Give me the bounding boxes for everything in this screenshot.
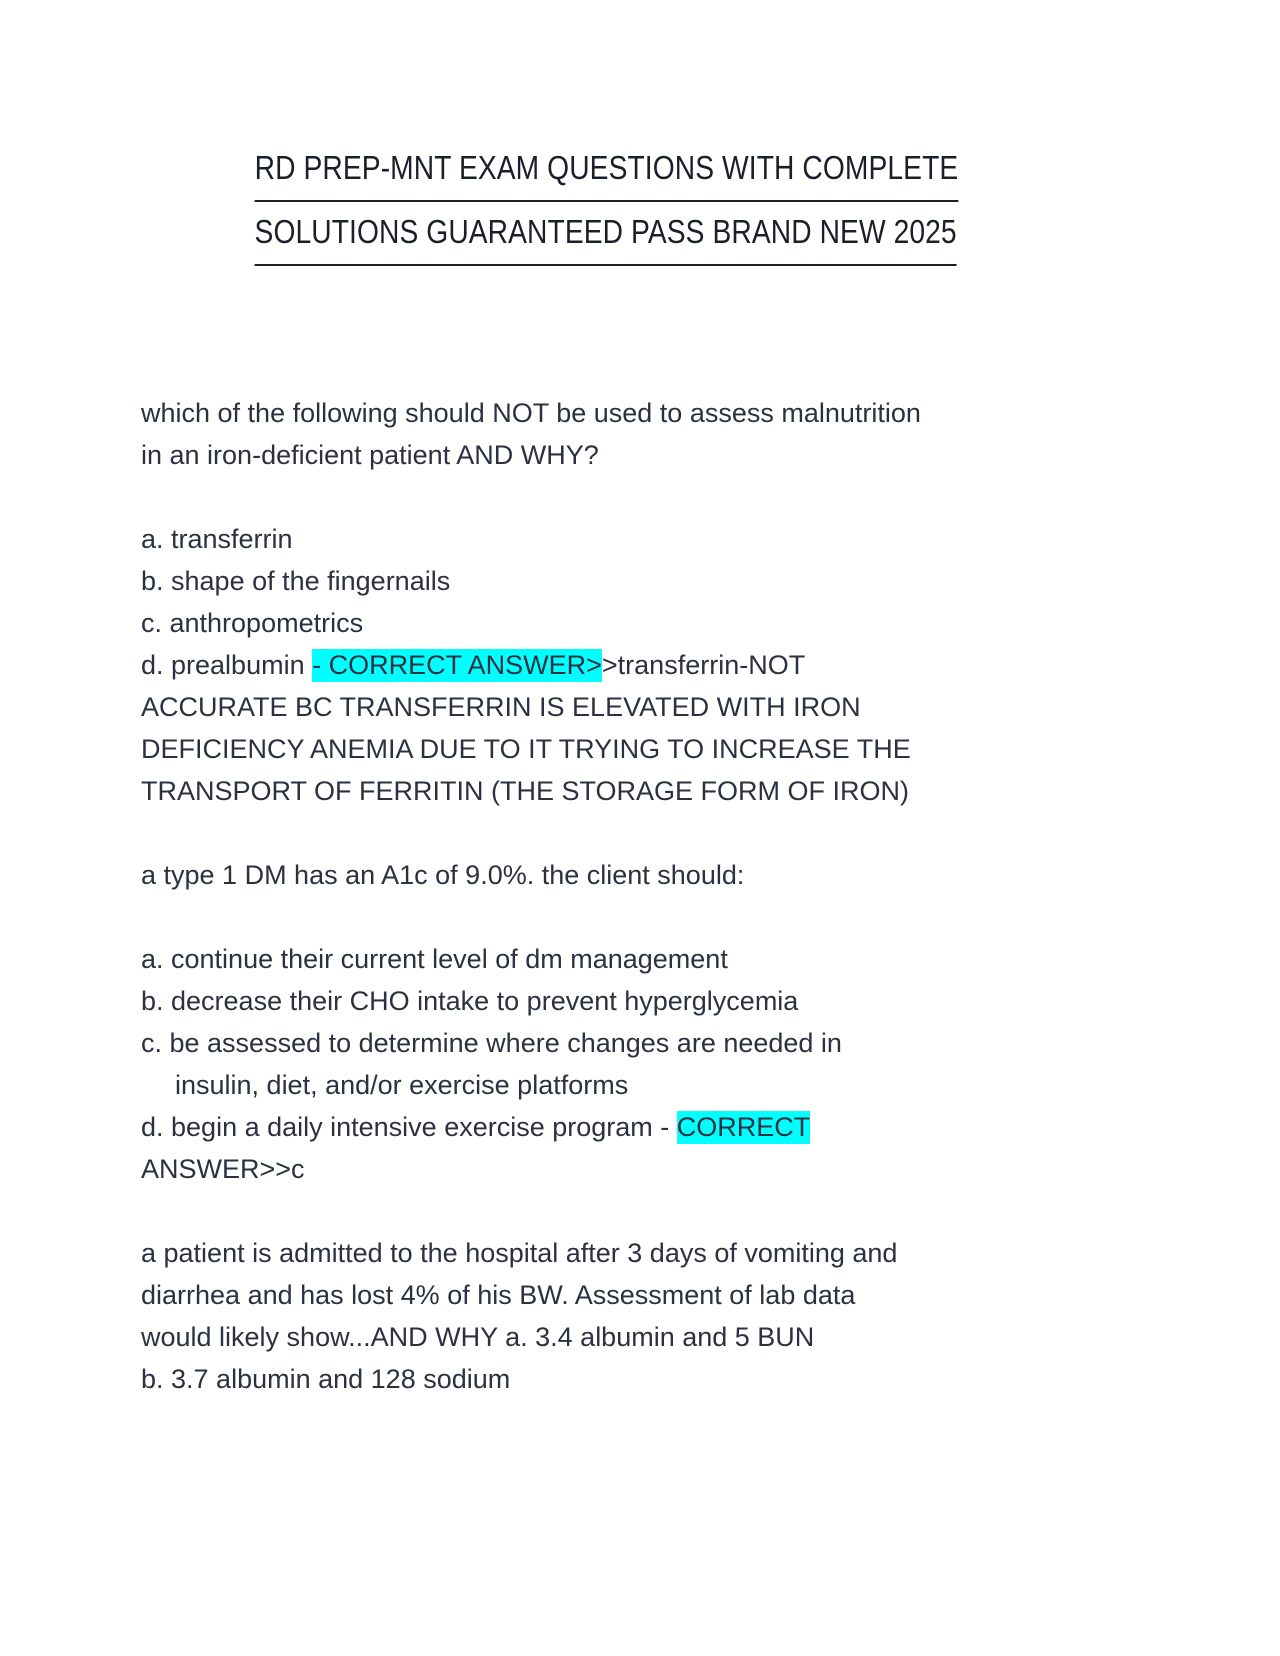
page-title-line-2	[141, 202, 1071, 266]
question-2-options	[141, 938, 1071, 1190]
question-1-option-b: b. shape of the fingernails	[141, 566, 451, 596]
question-2-option-d-prefix: d. begin a daily intensive exercise program -	[141, 1112, 677, 1142]
question-2-option-a: a. continue their current level of dm management	[141, 944, 728, 974]
page-title	[141, 138, 1071, 266]
question-1-option-d-suffix: >transferrin-NOT	[601, 650, 806, 680]
question-3-stem-line-3: would likely show...AND WHY a. 3.4 albumin and 5 BUN	[141, 1322, 815, 1352]
page-title-line-2-text: SOLUTIONS GUARANTEED PASS BRAND NEW 2025	[255, 202, 957, 266]
question-1-stem-line-1: which of the following should NOT be used to assess malnutrition	[141, 398, 921, 428]
page-title-line-1-text: RD PREP-MNT EXAM QUESTIONS WITH COMPLETE	[254, 138, 958, 202]
question-1-answer-line-3: DEFICIENCY ANEMIA DUE TO IT TRYING TO INCREASE THE	[141, 734, 911, 764]
question-3-option-b: b. 3.7 albumin and 128 sodium	[141, 1364, 511, 1394]
question-1-stem-line-2: in an iron-deficient patient AND WHY?	[141, 440, 599, 470]
question-1-option-c: c. anthropometrics	[141, 608, 364, 638]
question-2-stem	[141, 854, 1071, 896]
page-title-line-1	[141, 138, 1071, 202]
question-1-correct-answer-highlight: - CORRECT ANSWER>	[312, 650, 602, 680]
question-2-correct-answer-highlight: CORRECT	[676, 1112, 811, 1142]
question-2-stem-line-1: a type 1 DM has an A1c of 9.0%. the client should:	[141, 860, 745, 890]
question-1-option-d	[141, 644, 1071, 686]
question-3-stem-line-2: diarrhea and has lost 4% of his BW. Assessment of lab data	[141, 1280, 856, 1310]
question-1-option-d-prefix: d. prealbumin	[141, 650, 313, 680]
question-3-stem	[141, 1232, 1071, 1400]
question-2-option-d	[141, 1106, 1071, 1148]
question-1-options	[141, 518, 1071, 812]
question-2-answer-line-2: ANSWER>>c	[141, 1154, 305, 1184]
question-3-stem-line-1: a patient is admitted to the hospital after 3 days of vomiting and	[141, 1238, 898, 1268]
question-1-stem	[141, 392, 1071, 476]
question-1-answer-line-4: TRANSPORT OF FERRITIN (THE STORAGE FORM OF IRON)	[141, 776, 910, 806]
question-2-option-c-line-1: c. be assessed to determine where changes are needed in	[141, 1028, 842, 1058]
question-2-option-c-line-2: insulin, diet, and/or exercise platforms	[175, 1070, 629, 1100]
document-body	[141, 392, 1071, 1400]
question-2-option-b: b. decrease their CHO intake to prevent hyperglycemia	[141, 986, 799, 1016]
question-1-option-a: a. transferrin	[141, 524, 293, 554]
question-1-answer-line-2: ACCURATE BC TRANSFERRIN IS ELEVATED WITH IRON	[141, 692, 861, 722]
